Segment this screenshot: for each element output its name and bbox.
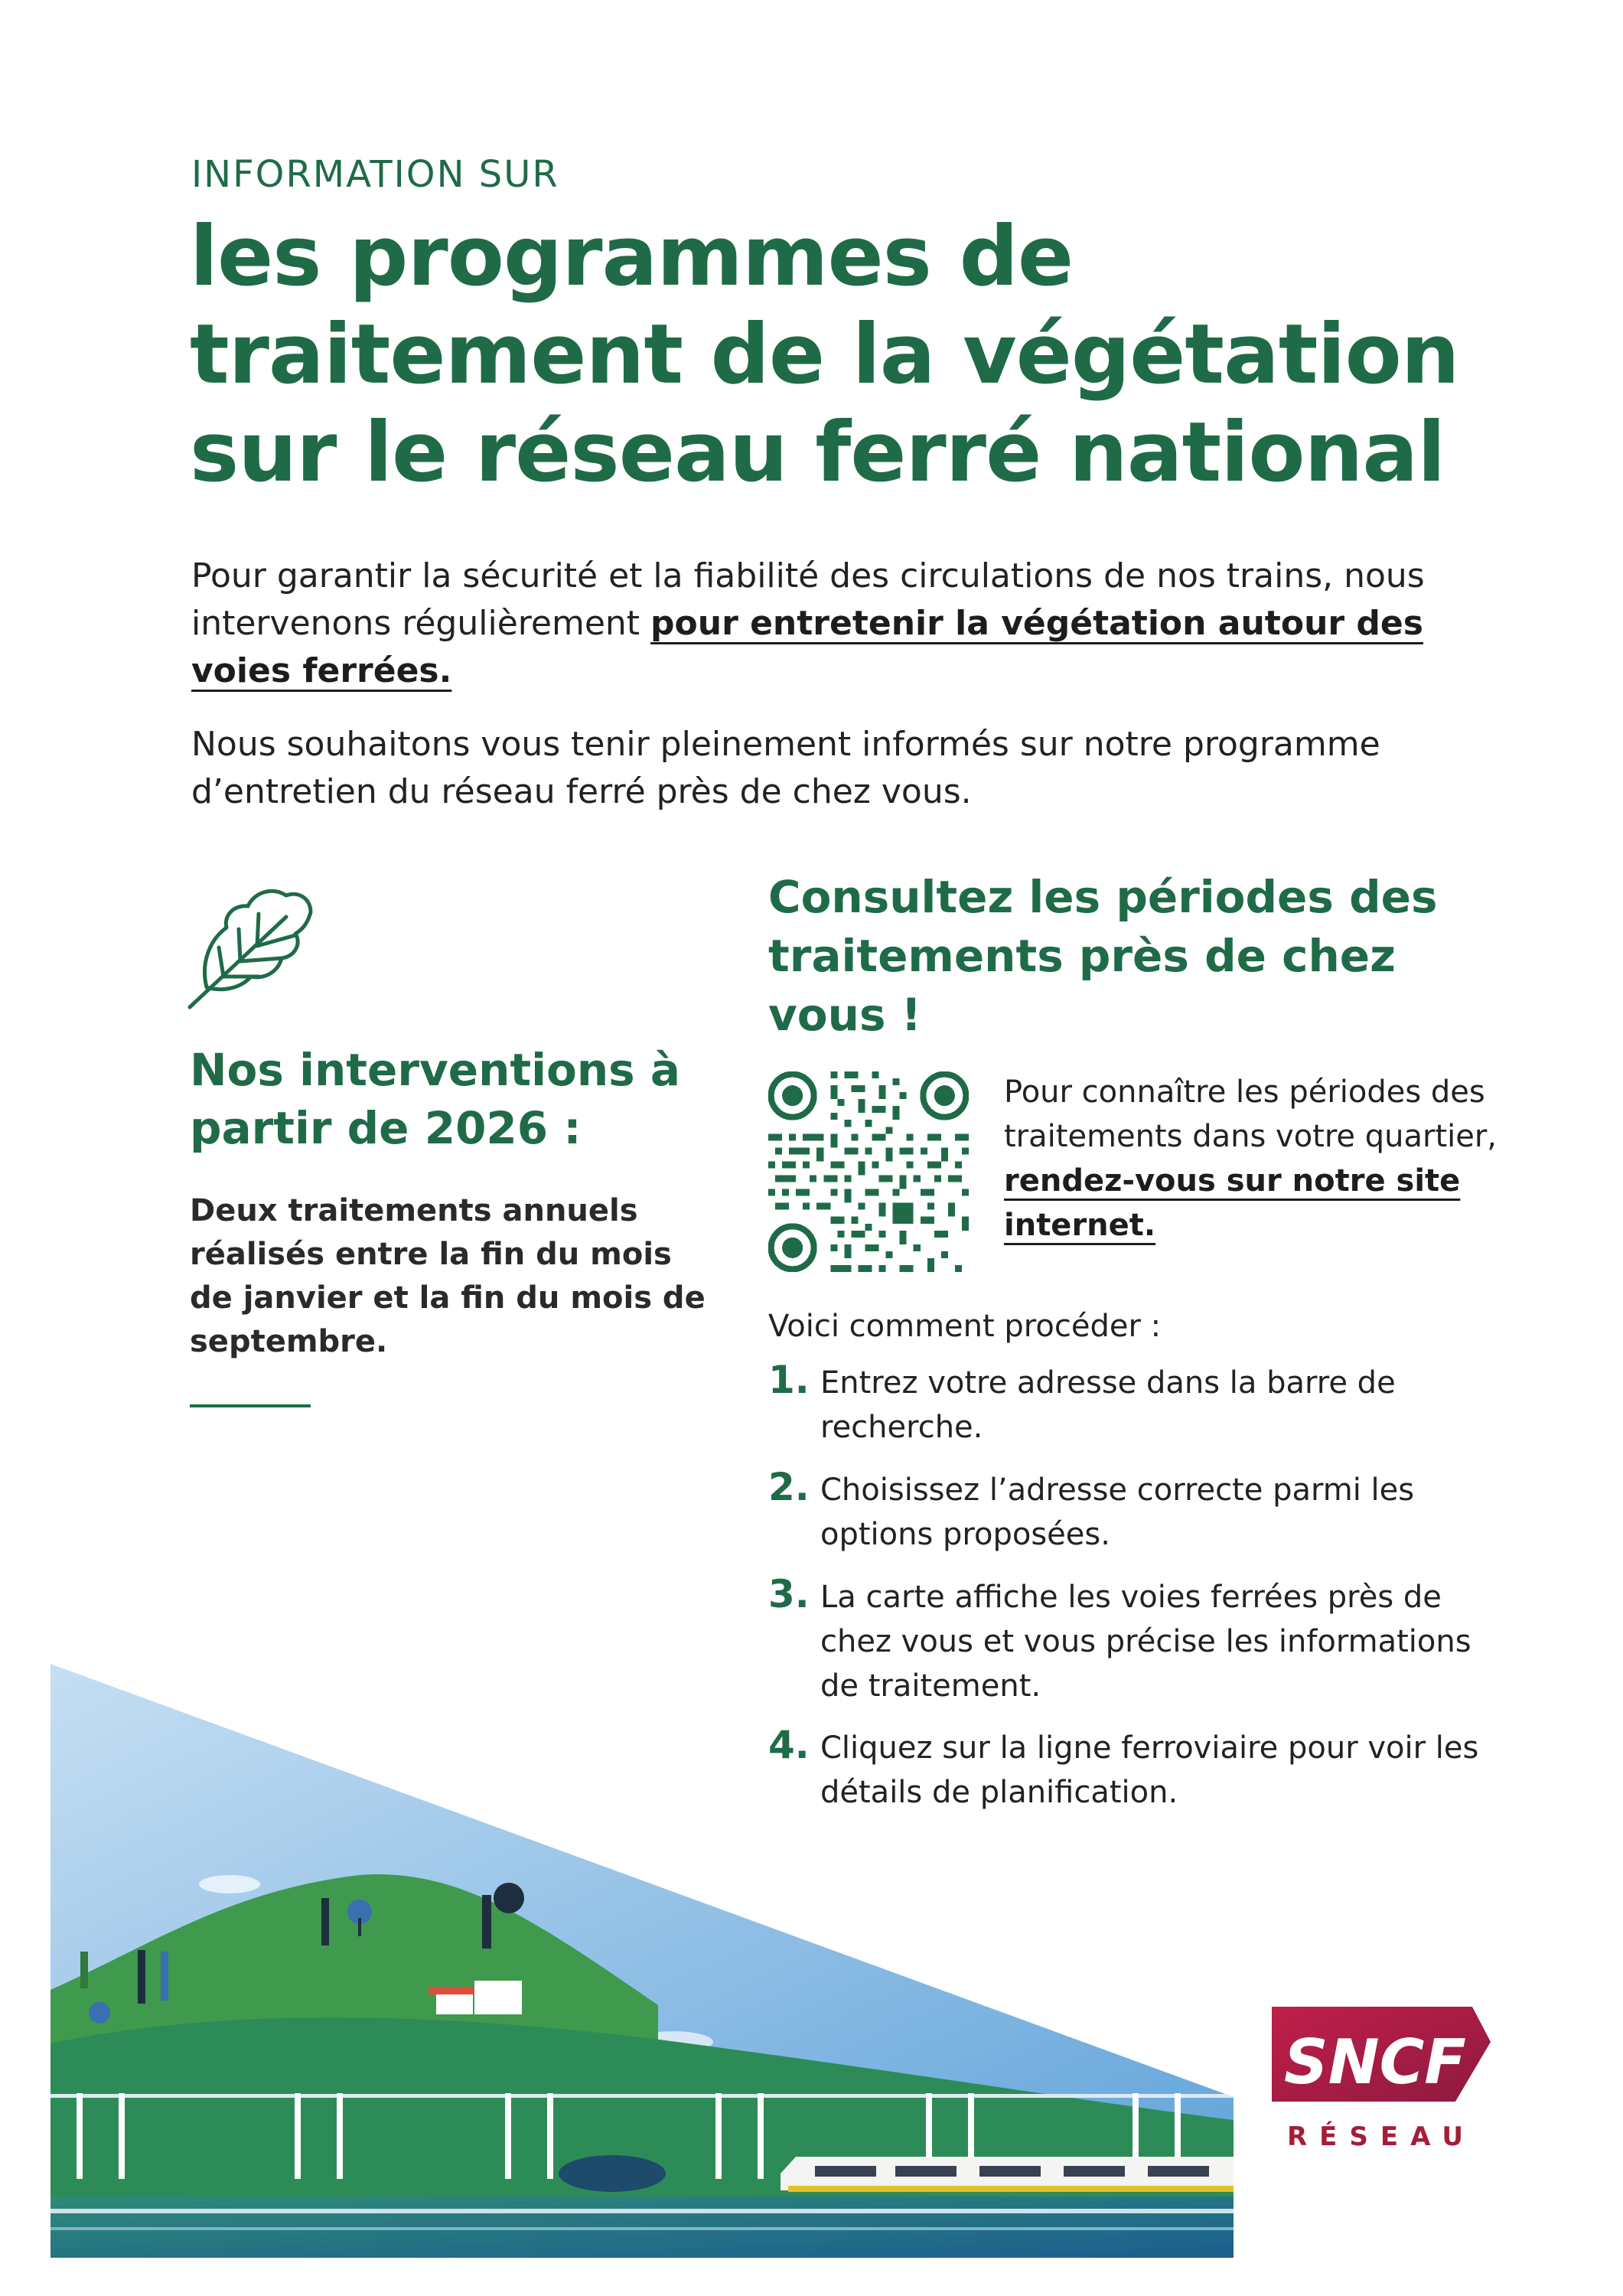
step-2: [768, 1465, 1503, 1560]
step-number: 1.: [768, 1358, 810, 1402]
qr-caption-text: Pour connaître les périodes des traitements dans votre quartier,: [1004, 1075, 1498, 1154]
step-1: [768, 1358, 1503, 1453]
railway-landscape-illustration: [0, 1645, 1270, 2258]
sncf-wordmark: SNCF: [1284, 2027, 1466, 2098]
website-link[interactable]: rendez-vous sur notre site internet.: [1004, 1163, 1461, 1243]
interventions-text: Deux traitements annuels réalisés entre la fin du mois de janvier et la fin du mois de septembre.: [190, 1193, 706, 1359]
intro-paragraph-2: Nous souhaitons vous tenir pleinement informés sur notre programme d’entretien du réseau ferré près de chez vous.: [191, 725, 1380, 811]
step-number: 3.: [768, 1572, 810, 1616]
page-title: les programmes de traitement de la végétation sur le réseau ferré national: [190, 209, 1459, 501]
step-text: Choisissez l’adresse correcte parmi les options proposées.: [820, 1473, 1415, 1552]
kicker: INFORMATION SUR: [191, 153, 559, 196]
interventions-title: Nos interventions à partir de 2026 :: [190, 1044, 680, 1154]
leaf-icon: [184, 872, 321, 1010]
intro-highlight: pour entretenir la végétation autour des voies ferrées.: [191, 604, 1423, 690]
step-text: La carte affiche les voies ferrées près de chez vous et vous précise les informations de traitement.: [820, 1580, 1471, 1704]
qr-caption: [1004, 1070, 1501, 1247]
intro-text: Pour garantir la sécurité et la fiabilité des circulations de nos trains, nous intervenons régulièrement: [191, 556, 1425, 643]
step-number: 4.: [768, 1723, 810, 1767]
howto-label: Voici comment procéder :: [768, 1309, 1162, 1344]
step-number: 2.: [768, 1465, 810, 1509]
intro-paragraph-1: [191, 553, 1492, 695]
step-text: Cliquez sur la ligne ferroviaire pour voir les détails de planification.: [820, 1730, 1479, 1810]
consult-title: Consultez les périodes des traitements près de chez vous !: [768, 871, 1438, 1041]
divider: [190, 1404, 311, 1407]
reseau-label: RÉSEAU: [1287, 2122, 1475, 2152]
step-text: Entrez votre adresse dans la barre de recherche.: [820, 1365, 1396, 1445]
qr-code-icon[interactable]: [768, 1071, 969, 1272]
